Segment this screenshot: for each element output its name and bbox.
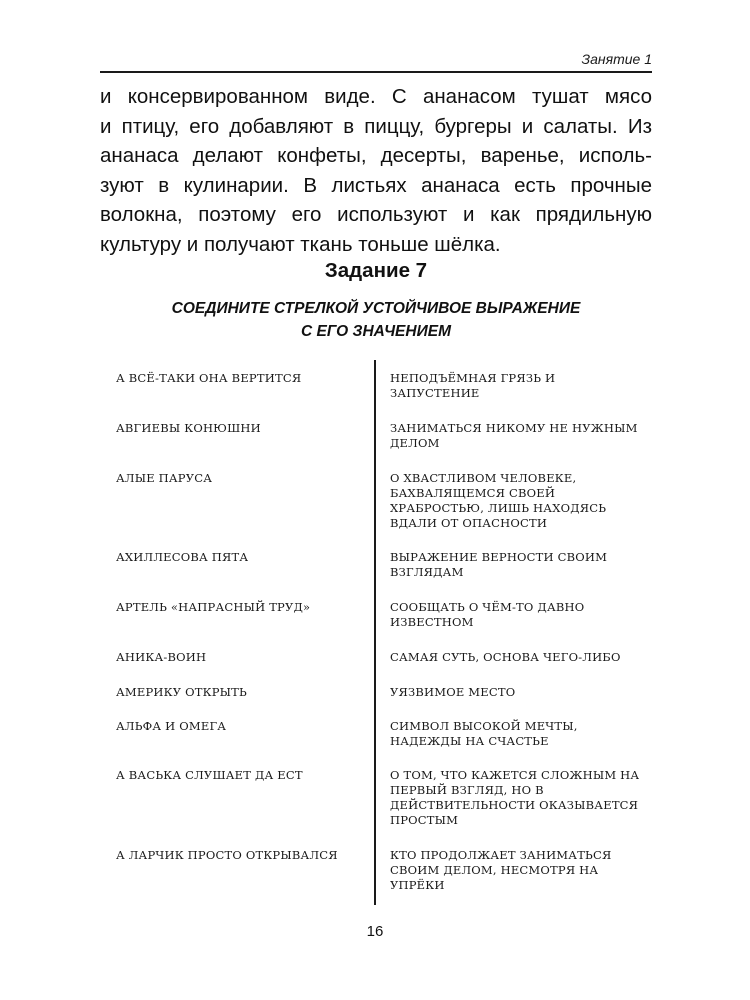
meaning-item[interactable]: УЯЗВИМОЕ МЕСТО [390,685,516,699]
paragraph-line: ананаса делают конфеты, десерты, варенье, исполь- [100,144,652,167]
expression-item[interactable]: АЛЫЕ ПАРУСА [116,471,213,485]
meaning-item[interactable]: САМАЯ СУТЬ, ОСНОВА ЧЕГО-ЛИБО [390,650,621,664]
meaning-item[interactable]: ВЫРАЖЕНИЕ ВЕРНОСТИ СВОИМ ВЗГЛЯДАМ [390,550,608,579]
column-divider [374,360,376,905]
paragraph-line: зуют в кулинарии. В листьях ананаса есть прочные [100,173,652,197]
paragraph-line: и птицу, его добавляют в пиццу, бургеры и салаты. Из [100,114,652,138]
meaning-item[interactable]: О ТОМ, ЧТО КАЖЕТСЯ СЛОЖНЫМ НА ПЕРВЫЙ ВЗГЛЯД, НО В ДЕЙСТВИТЕЛЬНОСТИ ОКАЗЫВАЕТСЯ ПРОСТЫМ [390,768,640,827]
paragraph-line: и консервированном виде. С ананасом тушат мясо [100,85,652,108]
expression-item[interactable]: АВГИЕВЫ КОНЮШНИ [116,421,261,435]
expression-item[interactable]: АНИКА-ВОИН [116,650,207,664]
meaning-item[interactable]: КТО ПРОДОЛЖАЕТ ЗАНИМАТЬСЯ СВОИМ ДЕЛОМ, НЕСМОТРЯ НА УПРЁКИ [390,848,612,892]
expression-item[interactable]: АРТЕЛЬ «НАПРАСНЫЙ ТРУД» [116,600,311,614]
meaning-item[interactable]: О ХВАСТЛИВОМ ЧЕЛОВЕКЕ, БАХВАЛЯЩЕМСЯ СВОЕЙ ХРАБРОСТЬЮ, ЛИШЬ НАХОДЯСЬ ВДАЛИ ОТ ОПАСНОСТИ [390,471,607,530]
running-header [100,50,652,70]
meaning-item[interactable]: НЕПОДЪЁМНАЯ ГРЯЗЬ И ЗАПУСТЕНИЕ [390,371,556,400]
expression-item[interactable]: АХИЛЛЕСОВА ПЯТА [116,550,249,564]
paragraph-line: волокна, поэтому его используют и как прядильную [100,203,652,226]
header-rule [100,71,652,73]
meaning-item[interactable]: ЗАНИМАТЬСЯ НИКОМУ НЕ НУЖНЫМ ДЕЛОМ [390,421,638,450]
instruction-line: С ЕГО ЗНАЧЕНИЕМ [301,323,451,340]
expression-item[interactable]: А ВАСЬКА СЛУШАЕТ ДА ЕСТ [116,768,303,782]
expression-item[interactable]: А ВСЁ-ТАКИ ОНА ВЕРТИТСЯ [116,371,302,385]
task-instruction [100,297,652,343]
meaning-item[interactable]: СИМВОЛ ВЫСОКОЙ МЕЧТЫ, НАДЕЖДЫ НА СЧАСТЬЕ [390,719,578,748]
lesson-label: Занятие 1 [581,51,652,67]
expression-item[interactable]: АЛЬФА И ОМЕГА [116,719,227,733]
task-title: Задание 7 [324,259,428,282]
page-number: 16 [366,923,384,940]
paragraph-line: культуру и получают ткань тоньше шёлка. [100,232,501,256]
expression-item[interactable]: АМЕРИКУ ОТКРЫТЬ [116,685,247,699]
instruction-line: СОЕДИНИТЕ СТРЕЛКОЙ УСТОЙЧИВОЕ ВЫРАЖЕНИЕ [171,300,581,317]
expression-item[interactable]: А ЛАРЧИК ПРОСТО ОТКРЫВАЛСЯ [116,848,338,862]
body-paragraph [100,82,652,259]
meaning-item[interactable]: СООБЩАТЬ О ЧЁМ-ТО ДАВНО ИЗВЕСТНОМ [390,600,585,629]
